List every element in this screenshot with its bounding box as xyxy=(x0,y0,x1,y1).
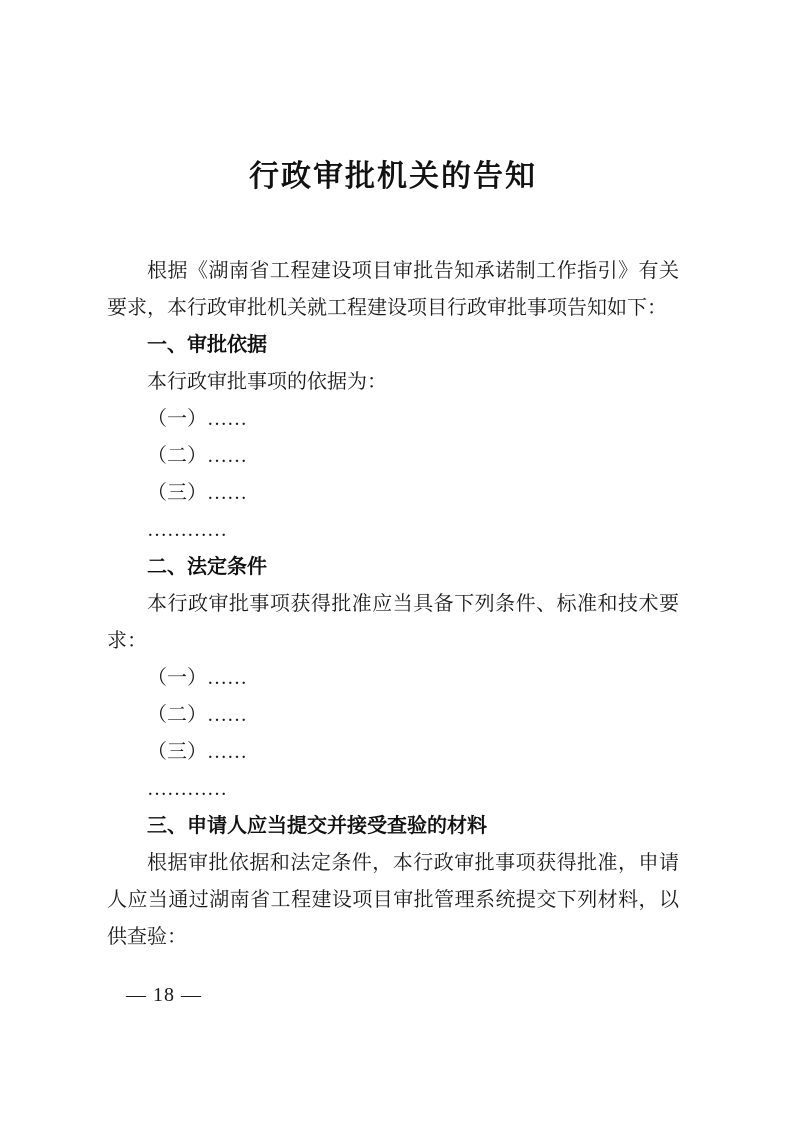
list-item: （三）…… xyxy=(147,482,247,504)
section-2-heading: 二、法定条件 xyxy=(147,556,267,578)
document-content xyxy=(107,155,679,956)
section-1-heading: 一、审批依据 xyxy=(147,334,267,356)
document-title: 行政审批机关的告知 xyxy=(249,160,537,193)
section-3-lead: 根据审批依据和法定条件，本行政审批事项获得批准，申请人应当通过湖南省工程建设项目审批管理系统提交下列材料，以供查验： xyxy=(107,852,679,948)
section-2-lead: 本行政审批事项获得批准应当具备下列条件、标准和技术要求： xyxy=(107,593,679,652)
ellipsis-line: ………… xyxy=(147,778,227,800)
section-1-lead: 本行政审批事项的依据为： xyxy=(147,371,387,393)
section-3-heading: 三、申请人应当提交并接受查验的材料 xyxy=(147,815,487,837)
list-item: （二）…… xyxy=(147,445,247,467)
ellipsis-line: ………… xyxy=(147,519,227,541)
list-item: （二）…… xyxy=(147,704,247,726)
page-number: — 18 — xyxy=(126,984,202,1006)
list-item: （三）…… xyxy=(147,741,247,763)
intro-paragraph: 根据《湖南省工程建设项目审批告知承诺制工作指引》有关要求，本行政审批机关就工程建设项目行政审批事项告知如下： xyxy=(107,260,679,319)
list-item: （一）…… xyxy=(147,408,247,430)
list-item: （一）…… xyxy=(147,667,247,689)
